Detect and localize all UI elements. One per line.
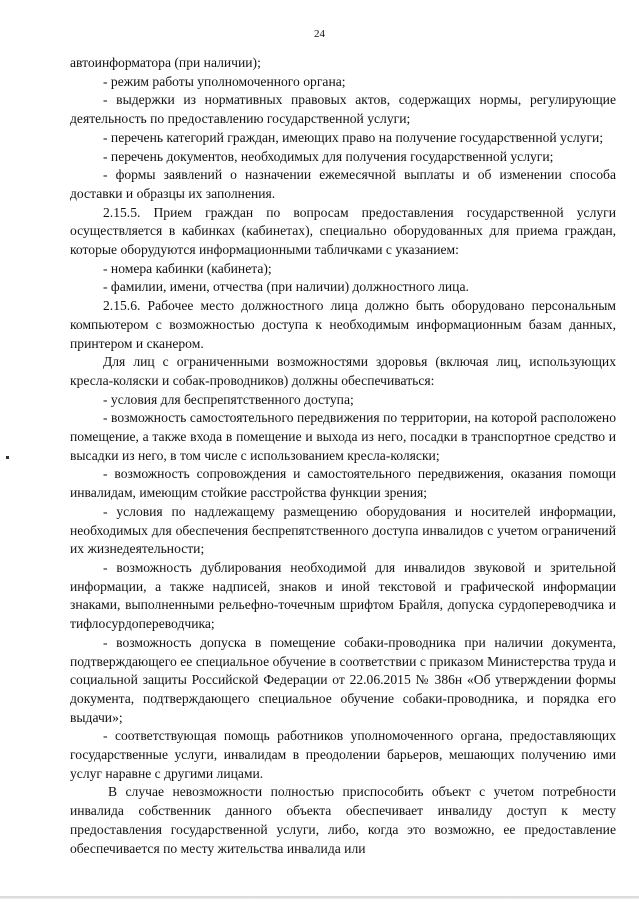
paragraph: - номера кабинки (кабинета); bbox=[103, 260, 272, 276]
paragraph: В случае невозможности полностью приспособить объект с учетом потребности инвалида собственник данного объекта обеспечивает инвалиду доступ к месту предоставления государственной услуги, либо, когда это возможно, ее предоставление обеспечивается по месту жительства инвалида или bbox=[70, 784, 616, 856]
document-body bbox=[70, 54, 616, 858]
paragraph: 2.15.5. Прием граждан по вопросам предоставления государственной услуги осуществляется в кабинках (кабинетах), специально оборудованных для приема граждан, которые оборудуются информационными табличками с указанием: bbox=[70, 204, 616, 258]
paragraph: - возможность допуска в помещение собаки-проводника при наличии документа, подтверждающего ее специальное обучение в соответствии с приказом Министерства труда и социальной защиты Российской Федерации от 22.06.2015 № 386н «Об утверждении формы документа, подтверждающего специальное обучение собаки-проводника, и порядка его выдачи»; bbox=[70, 634, 616, 725]
paragraph: - режим работы уполномоченного органа; bbox=[103, 73, 346, 89]
page-bottom-edge bbox=[0, 896, 639, 899]
paragraph: - выдержки из нормативных правовых актов, содержащих нормы, регулирующие деятельность по предоставлению государственной услуги; bbox=[70, 92, 616, 127]
paragraph: - условия по надлежащему размещению оборудования и носителей информации, необходимых для обеспечения беспрепятственного доступа инвалидов с учетом ограничений их жизнедеятельности; bbox=[70, 503, 616, 557]
paragraph: - возможность дублирования необходимой для инвалидов звуковой и зрительной информации, а также надписей, знаков и иной текстовой и графической информации знаками, выполненными рельефно-точечным шрифтом Брайля, допуска сурдопереводчика и тифлосурдопереводчика; bbox=[70, 559, 616, 632]
paragraph: Для лиц с ограниченными возможностями здоровья (включая лиц, использующих кресла-коляски и собак-проводников) должны обеспечиваться: bbox=[70, 354, 616, 388]
paragraph: 2.15.6. Рабочее место должностного лица должно быть оборудовано персональным компьютером с возможностью доступа к необходимым информационным базам данных, принтером и сканером. bbox=[70, 298, 616, 351]
paragraph: - формы заявлений о назначении ежемесячной выплаты и об изменении способа доставки и образцы их заполнения. bbox=[70, 167, 616, 201]
paragraph: - перечень документов, необходимых для получения государственной услуги; bbox=[103, 148, 554, 164]
paragraph: автоинформатора (при наличии); bbox=[70, 55, 261, 70]
paragraph: - возможность сопровождения и самостоятельного передвижения, оказания помощи инвалидам, имеющим стойкие расстройства функции зрения; bbox=[70, 466, 616, 501]
paragraph: - возможность самостоятельного передвижения по территории, на которой расположено помещение, а также входа в помещение и выхода из него, посадки в транспортное средство и высадки из него, в том числе с использованием кресла-коляски; bbox=[70, 410, 616, 463]
scan-mark bbox=[6, 456, 9, 459]
paragraph: - соответствующая помощь работников уполномоченного органа, предоставляющих государственные услуги, инвалидам в преодолении барьеров, мешающих получению ими услуг наравне с другими лицами. bbox=[70, 728, 616, 781]
paragraph: - условия для беспрепятственного доступа; bbox=[103, 391, 354, 407]
paragraph: - перечень категорий граждан, имеющих право на получение государственной услуги; bbox=[103, 129, 604, 145]
page-number: 24 bbox=[314, 28, 325, 40]
paragraph: - фамилии, имени, отчества (при наличии) должностного лица. bbox=[103, 279, 469, 295]
